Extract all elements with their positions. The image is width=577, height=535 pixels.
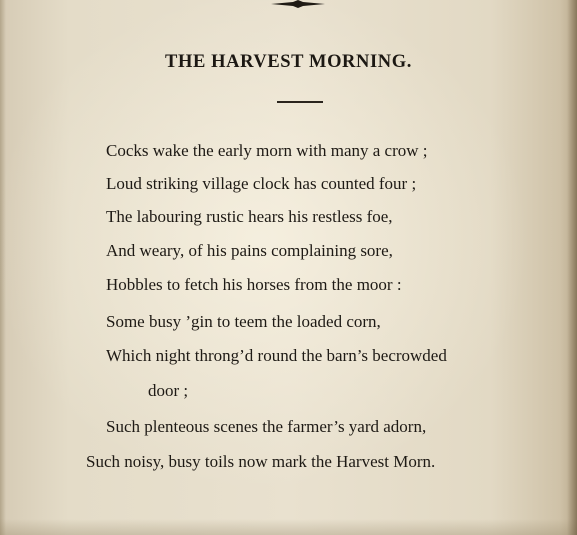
poem-line-2: Loud striking village clock has counted four ; (106, 174, 417, 193)
poem-line-9: Such plenteous scenes the farmer’s yard adorn, (106, 417, 427, 436)
poem-line-6: Some busy ’gin to teem the loaded corn, (106, 312, 381, 331)
poem-line-10: Such noisy, busy toils now mark the Harvest Morn. (86, 452, 436, 471)
poem-title: THE HARVEST MORNING. (165, 52, 412, 72)
poem-line-3: The labouring rustic hears his restless foe, (106, 207, 393, 226)
ornament-icon (271, 0, 325, 8)
page-left-shadow (0, 0, 6, 535)
page-right-edge (567, 0, 577, 535)
page-bottom-shadow (0, 519, 577, 535)
poem-line-8: door ; (148, 381, 189, 400)
poem-line-7: Which night throng’d round the barn’s becrowded (106, 346, 447, 365)
poem-line-4: And weary, of his pains complaining sore, (106, 241, 393, 260)
poem-line-1: Cocks wake the early morn with many a crow ; (106, 141, 428, 160)
poem-line-5: Hobbles to fetch his horses from the moor : (106, 275, 402, 294)
title-rule (277, 101, 323, 103)
